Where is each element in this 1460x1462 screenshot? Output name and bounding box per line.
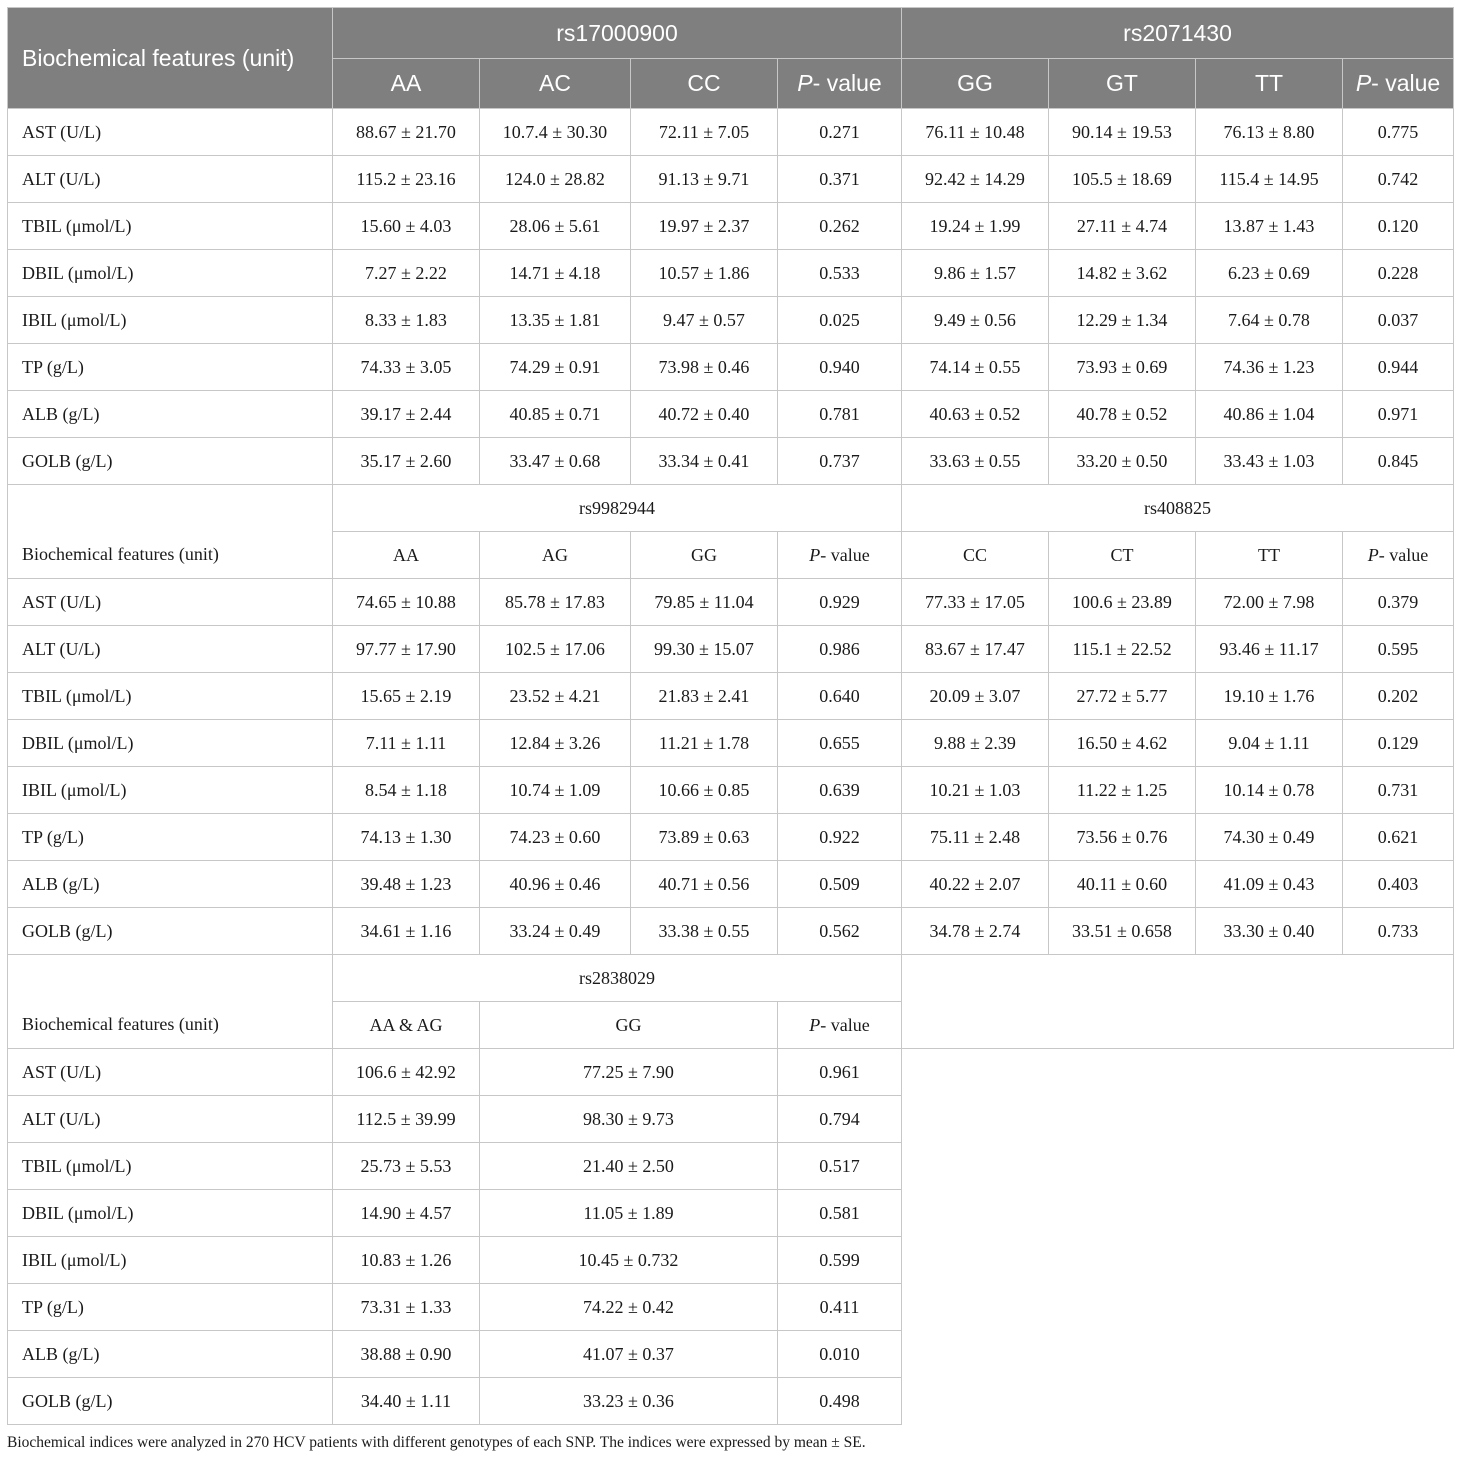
data-cell: 72.11 ± 7.05 [631,109,778,156]
data-cell: 40.78 ± 0.52 [1049,391,1196,438]
data-cell: 74.22 ± 0.42 [480,1284,778,1331]
data-cell: 35.17 ± 2.60 [333,438,480,485]
genotype-header: AG [480,532,631,579]
table-row [8,109,1454,156]
table-row [8,673,1454,720]
data-cell: 73.93 ± 0.69 [1049,344,1196,391]
data-cell: 13.87 ± 1.43 [1196,203,1343,250]
data-cell: 0.595 [1343,626,1454,673]
data-cell: 40.22 ± 2.07 [902,861,1049,908]
row-label: DBIL (μmol/L) [8,250,333,297]
data-cell: 76.13 ± 8.80 [1196,109,1343,156]
data-cell: 12.29 ± 1.34 [1049,297,1196,344]
data-cell: 100.6 ± 23.89 [1049,579,1196,626]
data-cell: 83.67 ± 17.47 [902,626,1049,673]
p-italic: P [809,544,821,565]
data-cell: 0.940 [778,344,902,391]
data-cell: 0.794 [778,1096,902,1143]
data-cell: 0.781 [778,391,902,438]
data-cell: 0.562 [778,908,902,955]
blank-cell [8,955,333,1002]
empty-area [902,955,1454,1049]
row-label-header: Biochemical features (unit) [8,8,333,109]
table-row [8,720,1454,767]
row-label: AST (U/L) [8,109,333,156]
table-row [8,861,1454,908]
p-suffix: - value [1371,70,1441,96]
data-cell: 0.639 [778,767,902,814]
row-label: IBIL (μmol/L) [8,297,333,344]
data-cell: 0.731 [1343,767,1454,814]
data-cell: 0.120 [1343,203,1454,250]
data-cell: 39.17 ± 2.44 [333,391,480,438]
genotype-header: AA [333,59,480,109]
data-cell: 11.21 ± 1.78 [631,720,778,767]
data-cell: 0.533 [778,250,902,297]
genotype-header: TT [1196,59,1343,109]
data-cell: 41.07 ± 0.37 [480,1331,778,1378]
data-cell: 0.262 [778,203,902,250]
data-cell: 91.13 ± 9.71 [631,156,778,203]
row-label: TBIL (μmol/L) [8,203,333,250]
row-label: GOLB (g/L) [8,1378,333,1425]
biochemical-features-table [7,7,1454,1425]
data-cell: 7.11 ± 1.11 [333,720,480,767]
data-cell: 0.517 [778,1143,902,1190]
p-value-header [1343,59,1454,109]
data-cell: 74.33 ± 3.05 [333,344,480,391]
table-row [8,1237,1454,1284]
row-label: TP (g/L) [8,814,333,861]
row-label: GOLB (g/L) [8,908,333,955]
data-cell: 27.72 ± 5.77 [1049,673,1196,720]
snp-header-rs9982944: rs9982944 [333,485,902,532]
data-cell: 33.24 ± 0.49 [480,908,631,955]
p-suffix: - value [1378,544,1429,565]
results-table-container [7,7,1453,1425]
data-cell: 115.2 ± 23.16 [333,156,480,203]
data-cell: 10.14 ± 0.78 [1196,767,1343,814]
data-cell: 0.640 [778,673,902,720]
data-cell: 105.5 ± 18.69 [1049,156,1196,203]
data-cell: 6.23 ± 0.69 [1196,250,1343,297]
data-cell: 73.56 ± 0.76 [1049,814,1196,861]
data-cell: 73.89 ± 0.63 [631,814,778,861]
data-cell: 40.96 ± 0.46 [480,861,631,908]
data-cell: 33.23 ± 0.36 [480,1378,778,1425]
data-cell: 33.51 ± 0.658 [1049,908,1196,955]
data-cell: 40.71 ± 0.56 [631,861,778,908]
table-row [8,203,1454,250]
data-cell: 34.78 ± 2.74 [902,908,1049,955]
row-label: TP (g/L) [8,344,333,391]
data-cell: 0.742 [1343,156,1454,203]
data-cell: 73.98 ± 0.46 [631,344,778,391]
genotype-header: AC [480,59,631,109]
data-cell: 10.21 ± 1.03 [902,767,1049,814]
data-cell: 41.09 ± 0.43 [1196,861,1343,908]
table-row [8,438,1454,485]
p-suffix: - value [820,1014,870,1035]
genotype-header: GG [902,59,1049,109]
data-cell: 0.775 [1343,109,1454,156]
data-cell: 33.34 ± 0.41 [631,438,778,485]
row-label-header: Biochemical features (unit) [8,1002,333,1049]
data-cell: 73.31 ± 1.33 [333,1284,480,1331]
data-cell: 10.45 ± 0.732 [480,1237,778,1284]
data-cell: 0.498 [778,1378,902,1425]
data-cell: 92.42 ± 14.29 [902,156,1049,203]
data-cell: 15.60 ± 4.03 [333,203,480,250]
data-cell: 23.52 ± 4.21 [480,673,631,720]
row-label: TBIL (μmol/L) [8,673,333,720]
data-cell: 10.7.4 ± 30.30 [480,109,631,156]
table-row [8,814,1454,861]
data-cell: 0.371 [778,156,902,203]
data-cell: 85.78 ± 17.83 [480,579,631,626]
data-cell: 20.09 ± 3.07 [902,673,1049,720]
genotype-header: TT [1196,532,1343,579]
genotype-header: GT [1049,59,1196,109]
p-value-header [778,532,902,579]
data-cell: 9.88 ± 2.39 [902,720,1049,767]
data-cell: 7.27 ± 2.22 [333,250,480,297]
table-row [8,391,1454,438]
row-label: AST (U/L) [8,1049,333,1096]
row-label: ALB (g/L) [8,391,333,438]
data-cell: 21.40 ± 2.50 [480,1143,778,1190]
data-cell: 75.11 ± 2.48 [902,814,1049,861]
section1-header [8,8,1454,109]
data-cell: 9.47 ± 0.57 [631,297,778,344]
data-cell: 74.65 ± 10.88 [333,579,480,626]
p-suffix: - value [820,544,870,565]
data-cell: 19.10 ± 1.76 [1196,673,1343,720]
row-label: ALB (g/L) [8,1331,333,1378]
snp-header-rs2071430: rs2071430 [902,8,1454,59]
data-cell: 10.74 ± 1.09 [480,767,631,814]
data-cell: 77.25 ± 7.90 [480,1049,778,1096]
section3-header [8,955,1454,1049]
data-cell: 0.037 [1343,297,1454,344]
data-cell: 90.14 ± 19.53 [1049,109,1196,156]
p-suffix: - value [812,70,882,96]
data-cell: 106.6 ± 42.92 [333,1049,480,1096]
table-row [8,626,1454,673]
data-cell: 74.29 ± 0.91 [480,344,631,391]
data-cell: 11.05 ± 1.89 [480,1190,778,1237]
table-row [8,1143,1454,1190]
p-value-header [1343,532,1454,579]
data-cell: 88.67 ± 21.70 [333,109,480,156]
data-cell: 19.24 ± 1.99 [902,203,1049,250]
data-cell: 14.90 ± 4.57 [333,1190,480,1237]
p-value-header [778,59,902,109]
row-label: TP (g/L) [8,1284,333,1331]
data-cell: 98.30 ± 9.73 [480,1096,778,1143]
snp-header-rs17000900: rs17000900 [333,8,902,59]
data-cell: 14.71 ± 4.18 [480,250,631,297]
data-cell: 0.929 [778,579,902,626]
row-label: IBIL (μmol/L) [8,1237,333,1284]
row-label: ALB (g/L) [8,861,333,908]
p-italic: P [1355,70,1372,96]
data-cell: 33.43 ± 1.03 [1196,438,1343,485]
data-cell: 39.48 ± 1.23 [333,861,480,908]
data-cell: 0.737 [778,438,902,485]
data-cell: 16.50 ± 4.62 [1049,720,1196,767]
table-row [8,579,1454,626]
row-label-header: Biochemical features (unit) [8,532,333,579]
data-cell: 19.97 ± 2.37 [631,203,778,250]
data-cell: 72.00 ± 7.98 [1196,579,1343,626]
section1-body [8,109,1454,485]
data-cell: 33.30 ± 0.40 [1196,908,1343,955]
section3-body [8,1049,1454,1425]
row-label: ALT (U/L) [8,156,333,203]
row-label: IBIL (μmol/L) [8,767,333,814]
data-cell: 0.922 [778,814,902,861]
data-cell: 0.971 [1343,391,1454,438]
data-cell: 14.82 ± 3.62 [1049,250,1196,297]
genotype-header: AA [333,532,480,579]
data-cell: 0.581 [778,1190,902,1237]
data-cell: 76.11 ± 10.48 [902,109,1049,156]
data-cell: 0.944 [1343,344,1454,391]
data-cell: 99.30 ± 15.07 [631,626,778,673]
section2-header [8,485,1454,579]
data-cell: 124.0 ± 28.82 [480,156,631,203]
data-cell: 10.57 ± 1.86 [631,250,778,297]
data-cell: 0.025 [778,297,902,344]
data-cell: 0.655 [778,720,902,767]
row-label: TBIL (μmol/L) [8,1143,333,1190]
genotype-header: AA & AG [333,1002,480,1049]
row-label: DBIL (μmol/L) [8,1190,333,1237]
data-cell: 13.35 ± 1.81 [480,297,631,344]
data-cell: 8.33 ± 1.83 [333,297,480,344]
table-row [8,344,1454,391]
data-cell: 9.04 ± 1.11 [1196,720,1343,767]
data-cell: 0.379 [1343,579,1454,626]
data-cell: 77.33 ± 17.05 [902,579,1049,626]
row-label: DBIL (μmol/L) [8,720,333,767]
table-row [8,1049,1454,1096]
data-cell: 0.845 [1343,438,1454,485]
data-cell: 0.986 [778,626,902,673]
data-cell: 0.411 [778,1284,902,1331]
data-cell: 40.63 ± 0.52 [902,391,1049,438]
data-cell: 102.5 ± 17.06 [480,626,631,673]
data-cell: 34.40 ± 1.11 [333,1378,480,1425]
data-cell: 25.73 ± 5.53 [333,1143,480,1190]
table-row [8,1284,1454,1331]
data-cell: 74.14 ± 0.55 [902,344,1049,391]
data-cell: 0.403 [1343,861,1454,908]
data-cell: 40.85 ± 0.71 [480,391,631,438]
p-italic: P [809,1014,821,1035]
data-cell: 28.06 ± 5.61 [480,203,631,250]
row-label: ALT (U/L) [8,626,333,673]
p-italic: P [1367,544,1379,565]
genotype-header: GG [480,1002,778,1049]
data-cell: 0.733 [1343,908,1454,955]
genotype-header: GG [631,532,778,579]
data-cell: 0.599 [778,1237,902,1284]
data-cell: 33.20 ± 0.50 [1049,438,1196,485]
data-cell: 11.22 ± 1.25 [1049,767,1196,814]
genotype-header: CC [902,532,1049,579]
data-cell: 112.5 ± 39.99 [333,1096,480,1143]
row-label: GOLB (g/L) [8,438,333,485]
data-cell: 33.38 ± 0.55 [631,908,778,955]
data-cell: 10.66 ± 0.85 [631,767,778,814]
data-cell: 40.11 ± 0.60 [1049,861,1196,908]
section2-body [8,579,1454,955]
data-cell: 21.83 ± 2.41 [631,673,778,720]
row-label: ALT (U/L) [8,1096,333,1143]
data-cell: 0.228 [1343,250,1454,297]
data-cell: 115.1 ± 22.52 [1049,626,1196,673]
data-cell: 38.88 ± 0.90 [333,1331,480,1378]
data-cell: 0.961 [778,1049,902,1096]
data-cell: 10.83 ± 1.26 [333,1237,480,1284]
blank-cell [8,485,333,532]
data-cell: 33.63 ± 0.55 [902,438,1049,485]
data-cell: 40.86 ± 1.04 [1196,391,1343,438]
data-cell: 0.271 [778,109,902,156]
table-row [8,250,1454,297]
data-cell: 15.65 ± 2.19 [333,673,480,720]
table-footnote: Biochemical indices were analyzed in 270 HCV patients with different genotypes of each SNP. The indices were expressed by mean ± SE. [7,1434,866,1451]
table-row [8,1378,1454,1425]
snp-header-rs2838029: rs2838029 [333,955,902,1002]
data-cell: 0.202 [1343,673,1454,720]
data-cell: 0.129 [1343,720,1454,767]
data-cell: 74.13 ± 1.30 [333,814,480,861]
data-cell: 0.621 [1343,814,1454,861]
data-cell: 34.61 ± 1.16 [333,908,480,955]
genotype-header: CC [631,59,778,109]
table-row [8,297,1454,344]
data-cell: 115.4 ± 14.95 [1196,156,1343,203]
table-row [8,908,1454,955]
genotype-header: CT [1049,532,1196,579]
table-row [8,767,1454,814]
p-italic: P [797,70,813,96]
table-row [8,1331,1454,1378]
data-cell: 12.84 ± 3.26 [480,720,631,767]
data-cell: 93.46 ± 11.17 [1196,626,1343,673]
data-cell: 79.85 ± 11.04 [631,579,778,626]
data-cell: 0.509 [778,861,902,908]
data-cell: 74.36 ± 1.23 [1196,344,1343,391]
data-cell: 97.77 ± 17.90 [333,626,480,673]
data-cell: 27.11 ± 4.74 [1049,203,1196,250]
snp-header-rs408825: rs408825 [902,485,1454,532]
data-cell: 9.86 ± 1.57 [902,250,1049,297]
data-cell: 0.010 [778,1331,902,1378]
data-cell: 7.64 ± 0.78 [1196,297,1343,344]
p-value-header [778,1002,902,1049]
data-cell: 8.54 ± 1.18 [333,767,480,814]
table-row [8,1190,1454,1237]
table-row [8,1096,1454,1143]
data-cell: 40.72 ± 0.40 [631,391,778,438]
data-cell: 33.47 ± 0.68 [480,438,631,485]
row-label: AST (U/L) [8,579,333,626]
table-row [8,156,1454,203]
data-cell: 74.30 ± 0.49 [1196,814,1343,861]
data-cell: 9.49 ± 0.56 [902,297,1049,344]
data-cell: 74.23 ± 0.60 [480,814,631,861]
